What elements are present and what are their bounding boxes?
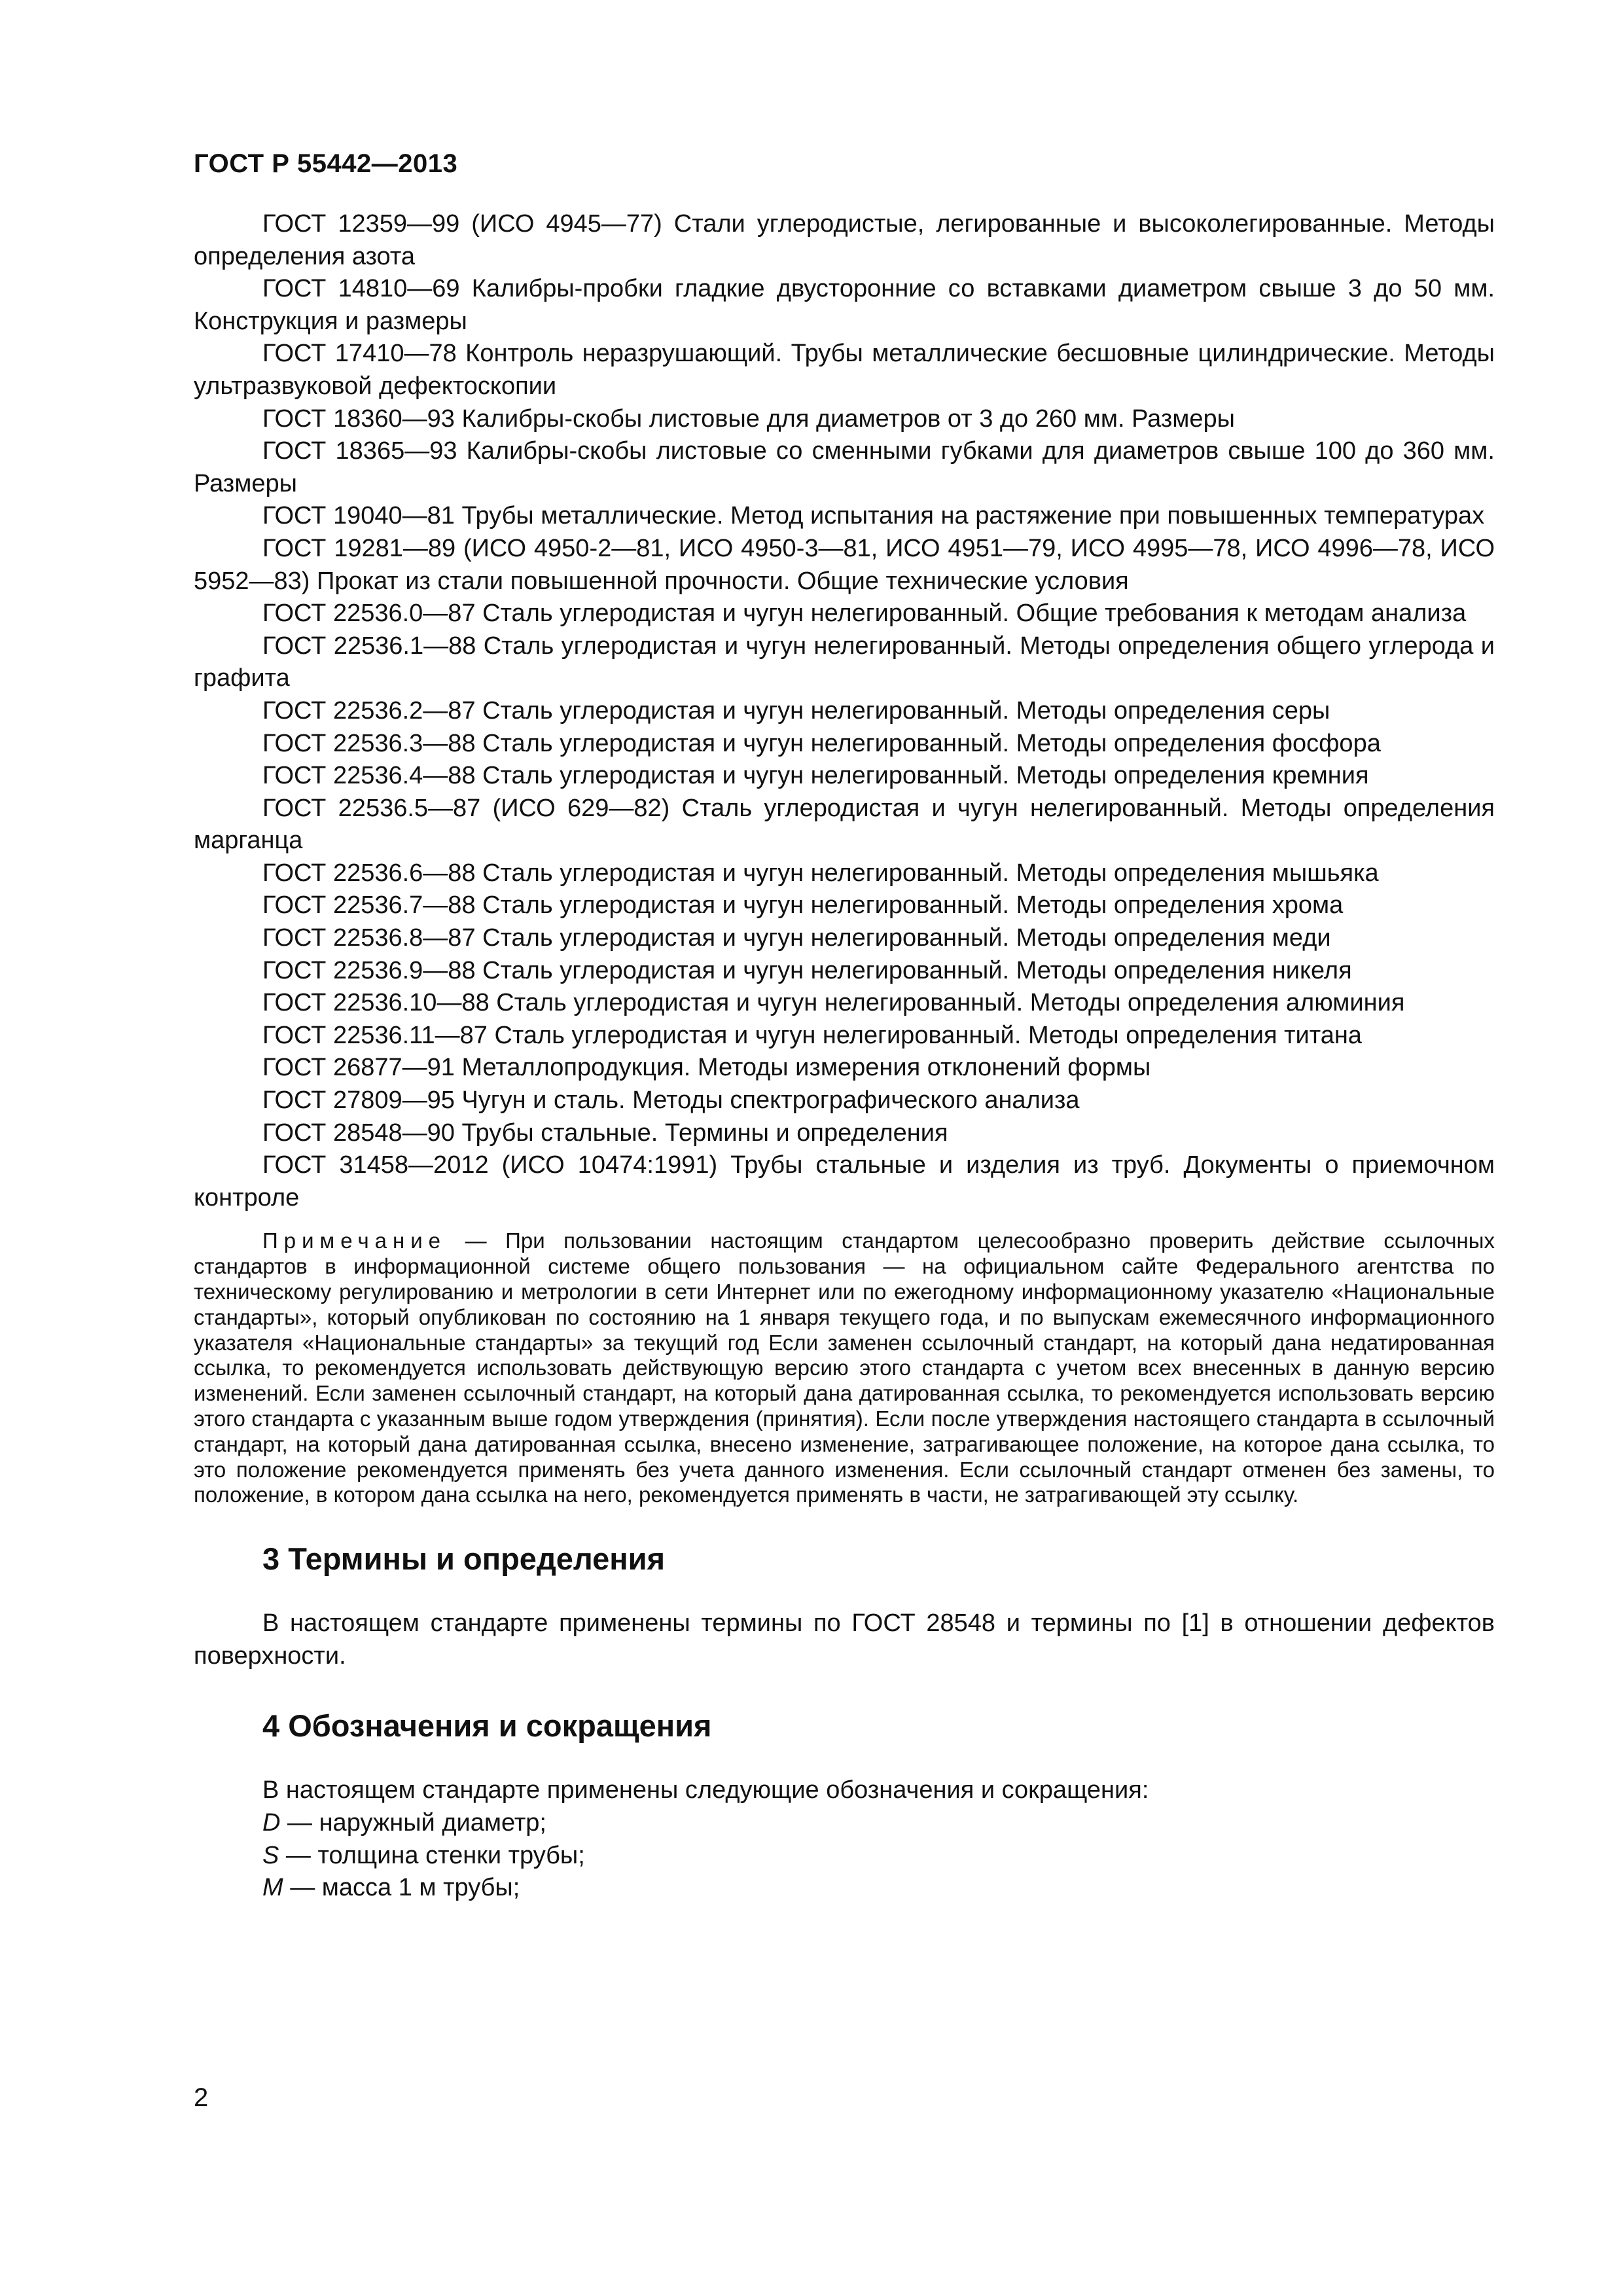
symbol: M: [262, 1874, 283, 1902]
reference-item: ГОСТ 22536.1—88 Сталь углеродистая и чугун нелегированный. Методы определения общего углерода и графита: [194, 632, 1495, 692]
symbol: D: [262, 1808, 281, 1837]
symbol-definition: [194, 1872, 1495, 1905]
reference-item: ГОСТ 22536.2—87 Сталь углеродистая и чугун нелегированный. Методы определения серы: [262, 696, 1330, 725]
note-label: Примечание: [262, 1229, 447, 1253]
document-header-id: ГОСТ Р 55442—2013: [194, 149, 458, 178]
reference-item: ГОСТ 22536.11—87 Сталь углеродистая и чугун нелегированный. Методы определения титана: [262, 1021, 1362, 1049]
symbol-description: — толщина стенки трубы;: [279, 1841, 585, 1869]
reference-item: ГОСТ 22536.4—88 Сталь углеродистая и чугун нелегированный. Методы определения кремния: [262, 762, 1369, 790]
reference-item: ГОСТ 22536.7—88 Сталь углеродистая и чугун нелегированный. Методы определения хрома: [262, 891, 1344, 920]
reference-item: ГОСТ 18365—93 Калибры-скобы листовые со сменными губками для диаметров свыше 100 до 360 мм. Размеры: [194, 437, 1495, 497]
reference-item: ГОСТ 22536.5—87 (ИСО 629—82) Сталь углеродистая и чугун нелегированный. Методы определения марганца: [194, 794, 1495, 855]
reference-item: ГОСТ 27809—95 Чугун и сталь. Методы спектрографического анализа: [262, 1086, 1080, 1115]
reference-item: ГОСТ 17410—78 Контроль неразрушающий. Трубы металлические бесшовные цилиндрические. Методы ультразвуковой дефектоскопии: [194, 340, 1495, 400]
reference-item: ГОСТ 18360—93 Калибры-скобы листовые для диаметров от 3 до 260 мм. Размеры: [262, 404, 1235, 433]
page-content: [194, 208, 1495, 1905]
reference-item: ГОСТ 26877—91 Металлопродукция. Методы измерения отклонений формы: [262, 1054, 1151, 1082]
section-3-heading: 3 Термины и определения: [262, 1541, 665, 1577]
reference-item: ГОСТ 22536.9—88 Сталь углеродистая и чугун нелегированный. Методы определения никеля: [262, 956, 1352, 984]
reference-item: ГОСТ 14810—69 Калибры-пробки гладкие двусторонние со вставками диаметром свыше 3 до 50 мм. Конструкция и размеры: [194, 275, 1495, 335]
symbol: S: [262, 1841, 279, 1869]
section-4-heading: 4 Обозначения и сокращения: [262, 1708, 712, 1744]
section-4-intro: В настоящем стандарте применены следующие обозначения и сокращения:: [262, 1776, 1149, 1804]
symbol-description: — масса 1 м трубы;: [283, 1874, 520, 1902]
reference-item: ГОСТ 22536.3—88 Сталь углеродистая и чугун нелегированный. Методы определения фосфора: [262, 729, 1381, 757]
reference-item: ГОСТ 22536.0—87 Сталь углеродистая и чугун нелегированный. Общие требования к методам анализа: [262, 600, 1467, 628]
reference-item: ГОСТ 12359—99 (ИСО 4945—77) Стали углеродистые, легированные и высоколегированные. Методы определения азота: [194, 210, 1495, 270]
note-paragraph: [194, 1229, 1495, 1508]
reference-item: ГОСТ 22536.6—88 Сталь углеродистая и чугун нелегированный. Методы определения мышьяка: [262, 859, 1379, 887]
section-3-paragraph: В настоящем стандарте применены термины по ГОСТ 28548 и термины по [1] в отношении дефектов поверхности.: [194, 1609, 1495, 1670]
reference-item: ГОСТ 19040—81 Трубы металлические. Метод испытания на растяжение при повышенных температурах: [262, 502, 1485, 530]
symbol-description: — наружный диаметр;: [280, 1808, 546, 1837]
symbol-definition: [194, 1807, 1495, 1840]
page-number: 2: [194, 2083, 209, 2112]
normative-references-list: [194, 208, 1495, 1214]
reference-item: ГОСТ 22536.8—87 Сталь углеродистая и чугун нелегированный. Методы определения меди: [262, 924, 1331, 952]
reference-item: ГОСТ 19281—89 (ИСО 4950-2—81, ИСО 4950-3—81, ИСО 4951—79, ИСО 4995—78, ИСО 4996—78, ИСО 5952—83) Прокат из стали повышенной прочности. Общие технические условия: [194, 534, 1495, 595]
note-text: — При пользовании настоящим стандартом целесообразно проверить действие ссылочных стандартов в информационной системе общего пользования — на официальном сайте Федерального агентства по техническому регулированию и метрологии в сети Интернет или по ежегодному информационному указателю «Национальные стандарты», который опубликован по состоянию на 1 января текущего года, и по выпускам ежемесячного информационного указателя «Национальные стандарты» за текущий год Если заменен ссылочный стандарт, на который дана недатированная ссылка, то рекомендуется использовать действующую версию этого стандарта с учетом всех внесенных в данную версию изменений. Если заменен ссылочный стандарт, на который дана датированная ссылка, то рекомендуется использовать версию этого стандарта с указанным выше годом утверждения (принятия). Если после утверждения настоящего стандарта в ссылочный стандарт, на который дана датированная ссылка, внесено изменение, затрагивающее положение, на которое дана ссылка, то это положение рекомендуется применять без учета данного изменения. Если ссылочный стандарт отменен без замены, то положение, в котором дана ссылка на него, рекомендуется применять в части, не затрагивающей эту ссылку.: [194, 1229, 1495, 1507]
reference-item: ГОСТ 28548—90 Трубы стальные. Термины и определения: [262, 1119, 948, 1147]
symbol-definition: [194, 1840, 1495, 1873]
reference-item: ГОСТ 22536.10—88 Сталь углеродистая и чугун нелегированный. Методы определения алюминия: [262, 989, 1405, 1017]
reference-item: ГОСТ 31458—2012 (ИСО 10474:1991) Трубы стальные и изделия из труб. Документы о приемочном контроле: [194, 1151, 1495, 1211]
